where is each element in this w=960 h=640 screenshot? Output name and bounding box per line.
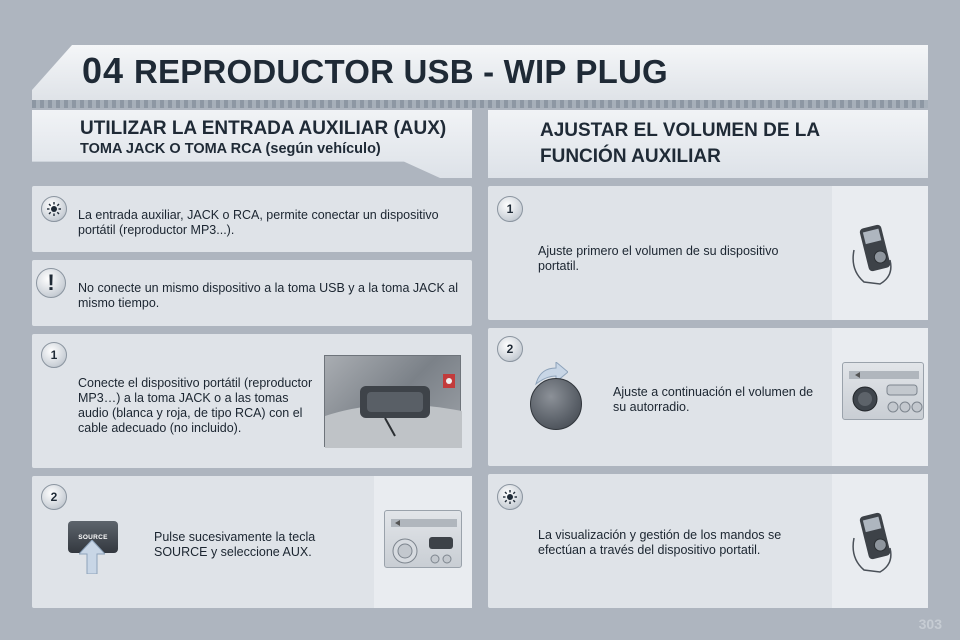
left-step1-badge: 1	[41, 342, 67, 368]
press-arrow-icon	[79, 540, 105, 574]
right-step2-text: Ajuste a continuación el volumen de su autorradio.	[613, 385, 814, 414]
warning-icon: !	[36, 268, 66, 298]
source-button[interactable]: SOURCE	[68, 521, 118, 553]
tip-icon-right	[497, 484, 523, 510]
left-section-title: UTILIZAR LA ENTRADA AUXILIAR (AUX)	[80, 118, 447, 139]
header-stripe	[32, 100, 928, 108]
mp3-player-illustration-2	[850, 508, 900, 574]
left-step2-text: Pulse sucesivamente la tecla SOURCE y seleccione AUX.	[154, 530, 316, 559]
volume-knob[interactable]	[530, 378, 582, 430]
left-step2-badge: 2	[41, 484, 67, 510]
page-number: 303	[918, 616, 942, 632]
right-step1-text: Ajuste primero el volumen de su dispositivo portatil.	[538, 244, 779, 273]
mp3-player-illustration	[850, 220, 900, 286]
right-section-title: AJUSTAR EL VOLUMEN DE LA FUNCIÓN AUXILIAR	[540, 120, 820, 167]
left-step1-text: Conecte el dispositivo portátil (reproductor MP3…) a la toma JACK o a las tomas audio (blanca y roja, de tipo RCA) con el cable adecuado (no incluido).	[78, 376, 313, 435]
warning-text: No conecte un mismo dispositivo a la toma USB y a la toma JACK al mismo tiempo.	[78, 281, 459, 310]
glovebox-photo	[324, 355, 461, 447]
right-step1-badge: 1	[497, 196, 523, 222]
right-step2-badge: 2	[497, 336, 523, 362]
chapter-number: 04	[82, 50, 125, 91]
left-section-subtitle: TOMA JACK O TOMA RCA (según vehículo)	[80, 141, 381, 157]
page-title: REPRODUCTOR USB - WIP PLUG	[134, 53, 668, 90]
radio-illustration-left	[384, 510, 462, 568]
radio-illustration-right	[842, 362, 924, 420]
tip-icon	[41, 196, 67, 222]
tip-text-right: La visualización y gestión de los mandos se efectúan a través del dispositivo portatil.	[538, 528, 782, 557]
tip-text-left: La entrada auxiliar, JACK o RCA, permite conectar un dispositivo portátil (reproductor MP3...).	[78, 208, 439, 237]
